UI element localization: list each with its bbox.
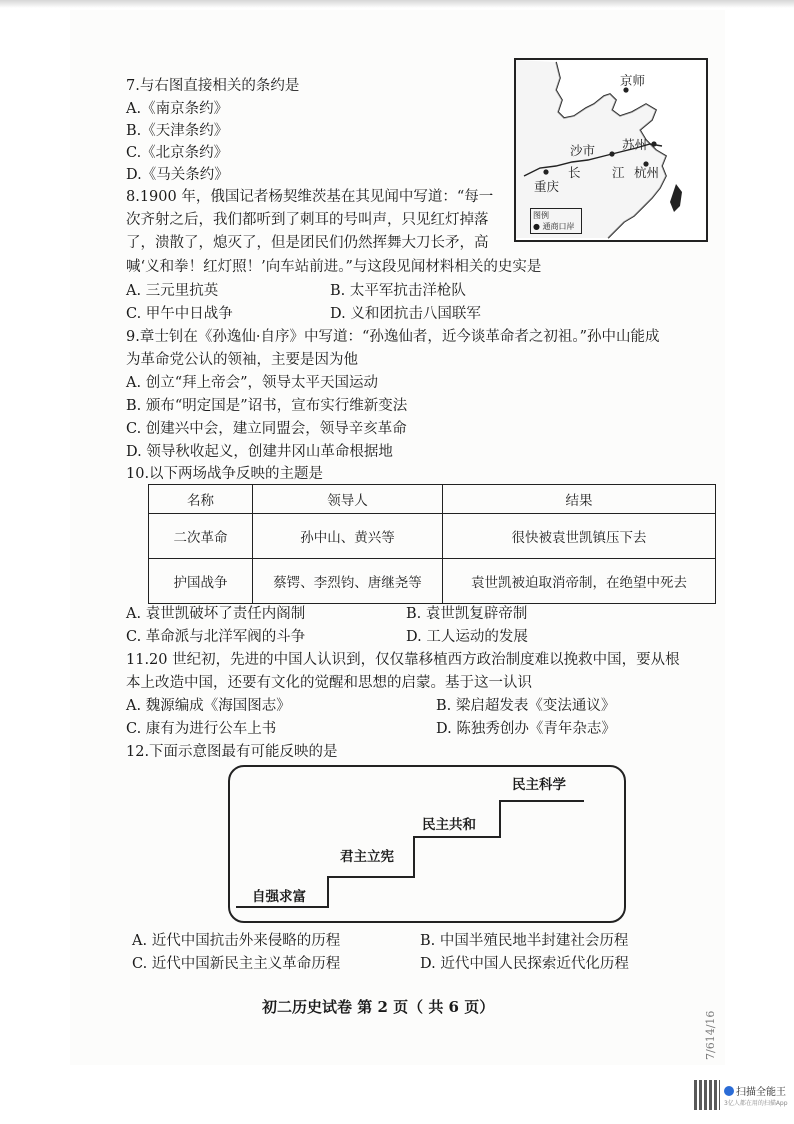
legend-title: 图例 xyxy=(533,211,549,220)
badge-title: 扫描全能王 xyxy=(736,1087,786,1098)
table-header-row xyxy=(149,485,716,514)
q11-option-a: A. 魏源编成《海国图志》 xyxy=(126,698,291,714)
q7-stem: 7.与右图直接相关的条约是 xyxy=(126,78,300,94)
q10-option-a: A. 袁世凯破坏了责任内阁制 xyxy=(126,606,306,622)
q8-option-c: C. 甲午中日战争 xyxy=(126,306,233,322)
q11-line-1: 11.20 世纪初，先进的中国人认识到，仅仅靠移植西方政治制度难以挽救中国，要从根 xyxy=(126,652,680,668)
step-constitutional-monarchy: 君主立宪 xyxy=(340,849,394,865)
map-label-hangzhou: 杭州 xyxy=(634,165,660,180)
q9-option-d: D. 领导秋收起义，创建井冈山革命根据地 xyxy=(126,444,393,460)
q12-option-b: B. 中国半殖民地半封建社会历程 xyxy=(420,933,629,949)
table-header-cell: 名称 xyxy=(149,485,253,514)
map-label-jiang: 江 xyxy=(612,165,625,180)
q10-option-b: B. 袁世凯复辟帝制 xyxy=(406,606,528,622)
q7-option-d: D.《马关条约》 xyxy=(126,167,229,183)
q11-option-d: D. 陈独秀创办《青年杂志》 xyxy=(436,721,616,737)
map-label-chongqing: 重庆 xyxy=(534,179,560,194)
table-cell: 袁世凯被迫取消帝制，在绝望中死去 xyxy=(443,559,716,604)
q7-option-a: A.《南京条约》 xyxy=(126,101,229,117)
q10-option-d: D. 工人运动的发展 xyxy=(406,629,528,645)
table-cell: 很快被袁世凯镇压下去 xyxy=(443,514,716,559)
q8-option-a: A. 三元里抗英 xyxy=(126,283,219,299)
step-self-strengthening: 自强求富 xyxy=(252,889,306,905)
q8-line-3: 了，溃散了，熄灭了，但是团民们仍然挥舞大刀长矛，高 xyxy=(126,235,489,251)
q11-option-b: B. 梁启超发表《变法通议》 xyxy=(436,698,616,714)
q12-option-d: D. 近代中国人民探索近代化历程 xyxy=(420,956,629,972)
q11-option-c: C. 康有为进行公车上书 xyxy=(126,721,277,737)
q9-option-a: A. 创立“拜上帝会”，领导太平天国运动 xyxy=(126,375,379,391)
scan-edge xyxy=(0,0,794,8)
q7-option-b: B.《天津条约》 xyxy=(126,123,229,139)
page-footer: 初二历史试卷 第 2 页（ 共 6 页） xyxy=(262,998,495,1016)
table-cell: 蔡锷、李烈钧、唐继尧等 xyxy=(253,559,443,604)
badge-subtitle: 3亿人都在用的扫描App xyxy=(724,1100,788,1107)
q11-line-2: 本上改造中国，还要有文化的觉醒和思想的启蒙。基于这一认识 xyxy=(126,675,532,691)
table-header-cell: 领导人 xyxy=(253,485,443,514)
modernization-staircase-diagram xyxy=(228,765,626,923)
q8-line-4: 喊‘义和拳！红灯照！’向车站前进。”与这段见闻材料相关的史实是 xyxy=(126,259,542,275)
q8-option-d: D. 义和团抗击八国联军 xyxy=(330,306,481,322)
q12-option-c: C. 近代中国新民主主义革命历程 xyxy=(132,956,341,972)
q12-stem: 12.下面示意图最有可能反映的是 xyxy=(126,744,338,760)
map-label-jingshi: 京师 xyxy=(620,73,646,88)
legend-item: ● 通商口岸 xyxy=(533,222,575,231)
table-cell: 护国战争 xyxy=(149,559,253,604)
margin-stamp: 7/614/16 xyxy=(704,1010,717,1060)
q9-option-b: B. 颁布“明定国是”诏书，宣布实行维新变法 xyxy=(126,398,408,414)
treaty-ports-map xyxy=(514,58,708,242)
table-cell: 孙中山、黄兴等 xyxy=(253,514,443,559)
step-democracy-science: 民主科学 xyxy=(512,777,566,793)
q9-line-2: 为革命党公认的领袖，主要是因为他 xyxy=(126,352,358,368)
scanner-logo-icon xyxy=(724,1086,734,1096)
map-label-chang: 长 xyxy=(568,165,581,180)
table-row xyxy=(149,514,716,559)
qr-code-icon xyxy=(694,1080,720,1110)
q8-line-1: 8.1900 年，俄国记者杨契维茨基在其见闻中写道：“每一 xyxy=(126,189,494,205)
table-cell: 二次革命 xyxy=(149,514,253,559)
map-label-suzhou: 苏州 xyxy=(622,137,648,152)
map-legend xyxy=(530,208,582,234)
q10-stem: 10.以下两场战争反映的主题是 xyxy=(126,466,324,482)
step-democratic-republic: 民主共和 xyxy=(422,817,476,833)
scanner-watermark-badge xyxy=(694,1080,788,1110)
q8-line-2: 次齐射之后，我们都听到了刺耳的号叫声，只见红灯掉落 xyxy=(126,212,489,228)
table-header-cell: 结果 xyxy=(443,485,716,514)
q9-option-c: C. 创建兴中会，建立同盟会，领导辛亥革命 xyxy=(126,421,407,437)
q12-option-a: A. 近代中国抗击外来侵略的历程 xyxy=(132,933,341,949)
table-row xyxy=(149,559,716,604)
map-label-shashi: 沙市 xyxy=(570,143,596,158)
q7-option-c: C.《北京条约》 xyxy=(126,145,229,161)
q8-option-b: B. 太平军抗击洋枪队 xyxy=(330,283,466,299)
war-comparison-table xyxy=(148,484,716,604)
q10-option-c: C. 革命派与北洋军阀的斗争 xyxy=(126,629,306,645)
q9-line-1: 9.章士钊在《孙逸仙·自序》中写道：“孙逸仙者，近今谈革命者之初祖。”孙中山能成 xyxy=(126,329,660,345)
